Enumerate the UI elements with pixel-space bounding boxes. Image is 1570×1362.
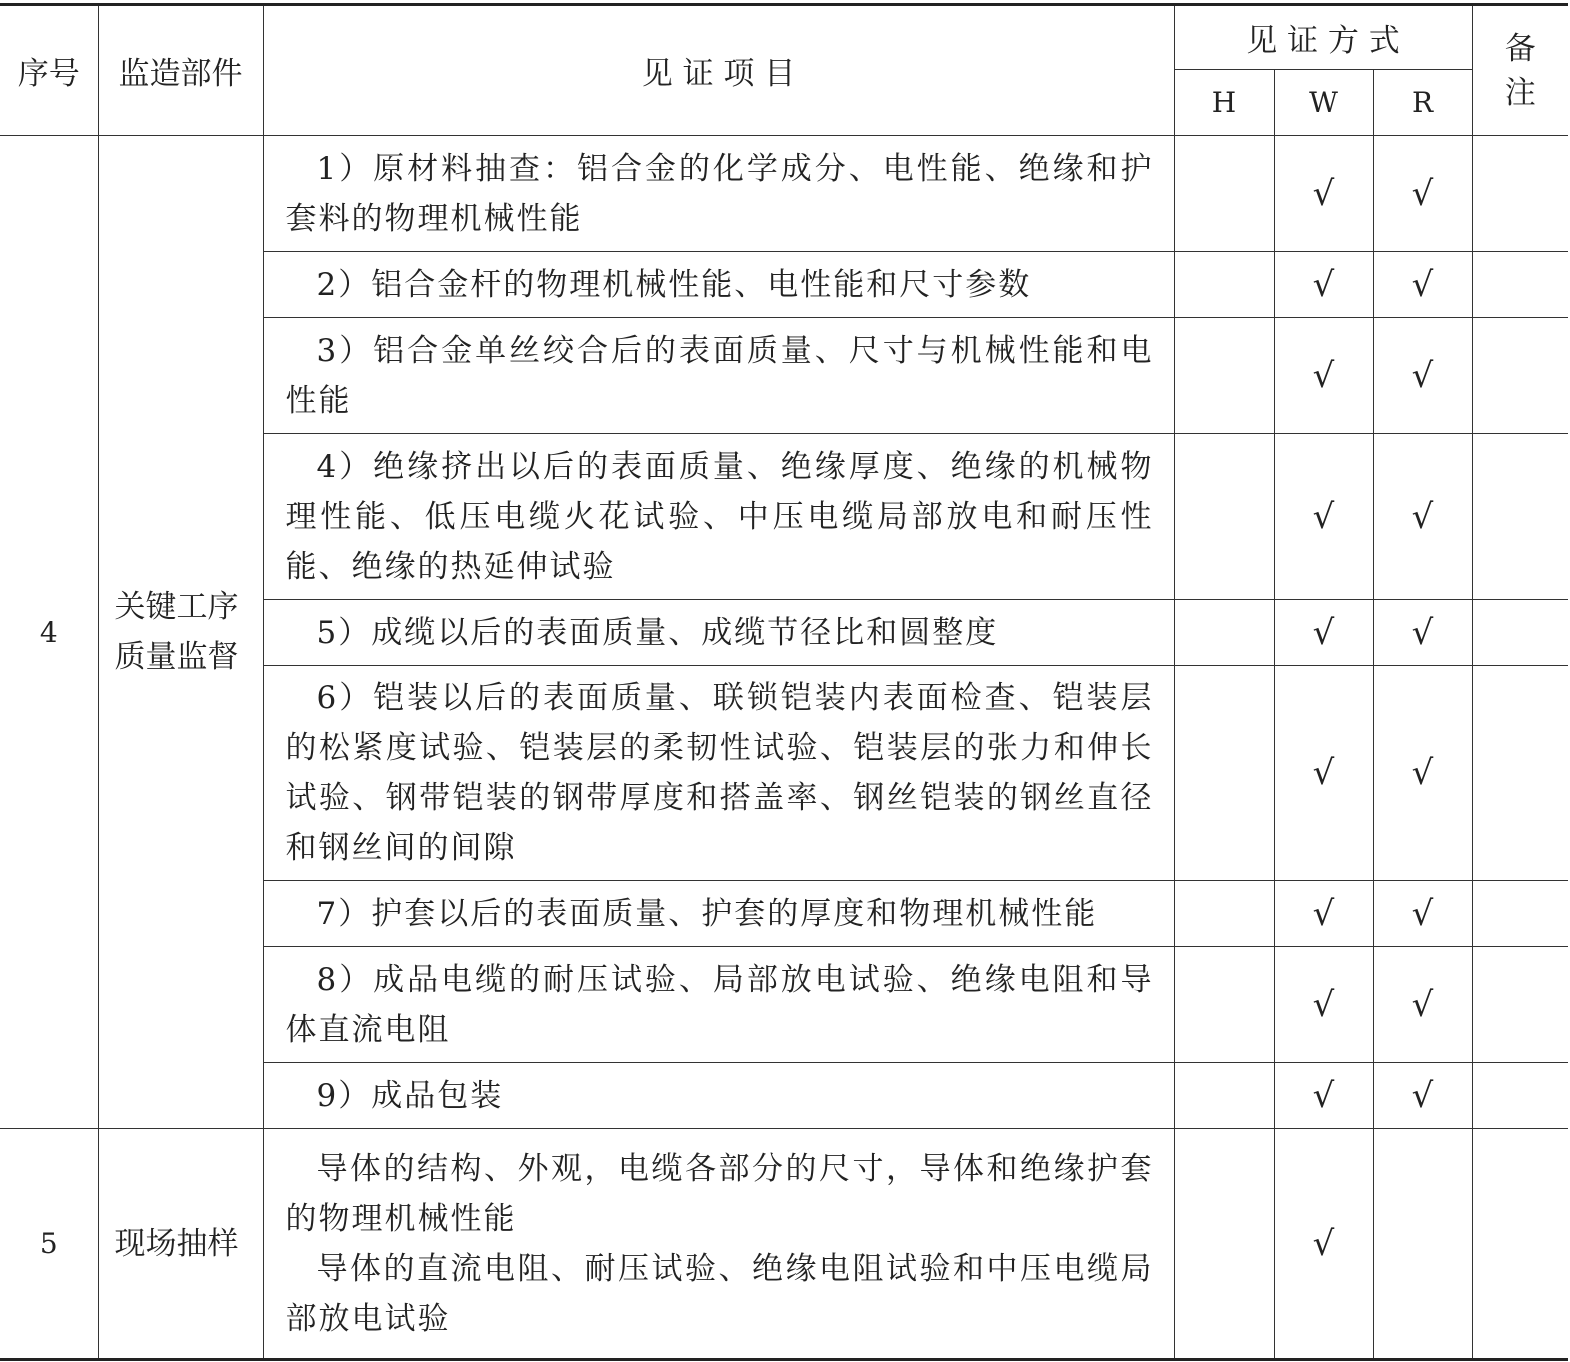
mark-r: √	[1373, 1063, 1472, 1129]
witness-table	[0, 3, 1568, 1361]
mark-r: √	[1373, 666, 1472, 881]
remark-cell	[1472, 666, 1568, 881]
item-text-content: 3）铝合金单丝绞合后的表面质量、尺寸与机械性能和电性能	[285, 332, 1154, 419]
mark-r: √	[1373, 318, 1472, 434]
mark-w: √	[1274, 136, 1373, 252]
item-text	[263, 252, 1174, 318]
mark-h	[1174, 434, 1274, 600]
item-text	[263, 318, 1174, 434]
mark-h	[1174, 947, 1274, 1063]
header-part: 监造部件	[98, 5, 263, 136]
mark-h	[1174, 318, 1274, 434]
mark-h	[1174, 1129, 1274, 1360]
item-text-content: 1）原材料抽查：铝合金的化学成分、电性能、绝缘和护套料的物理机械性能	[285, 150, 1154, 237]
mark-w: √	[1274, 600, 1373, 666]
mark-w: √	[1274, 1063, 1373, 1129]
header-no: 序号	[0, 5, 98, 136]
remark-cell	[1472, 881, 1568, 947]
mark-w: √	[1274, 881, 1373, 947]
item-text-content: 6）铠装以后的表面质量、联锁铠装内表面检查、铠装层的松紧度试验、铠装层的柔韧性试验、铠装层的张力和伸长试验、钢带铠装的钢带厚度和搭盖率、钢丝铠装的钢丝直径和钢丝间的间隙	[285, 680, 1154, 866]
item-text-para2: 导体的直流电阻、耐压试验、绝缘电阻试验和中压电缆局部放电试验	[285, 1250, 1154, 1337]
mark-w: √	[1274, 434, 1373, 600]
mark-r	[1373, 1129, 1472, 1360]
mark-r: √	[1373, 434, 1472, 600]
header-r: R	[1373, 70, 1472, 136]
mark-r: √	[1373, 136, 1472, 252]
header-remark	[1472, 5, 1568, 136]
item-text	[263, 947, 1174, 1063]
header-w: W	[1274, 70, 1373, 136]
mark-h	[1174, 666, 1274, 881]
row-no: 5	[0, 1129, 98, 1360]
remark-cell	[1472, 1129, 1568, 1360]
item-text-content: 7）护套以后的表面质量、护套的厚度和物理机械性能	[316, 895, 1098, 932]
mark-h	[1174, 881, 1274, 947]
mark-w: √	[1274, 947, 1373, 1063]
remark-cell	[1472, 252, 1568, 318]
item-text	[263, 1129, 1174, 1360]
header-mode: 见 证 方 式	[1174, 5, 1472, 70]
row-part-line2: 质量监督	[114, 639, 239, 675]
header-item: 见 证 项 目	[263, 5, 1174, 136]
remark-cell	[1472, 434, 1568, 600]
remark-cell	[1472, 318, 1568, 434]
header-h: H	[1174, 70, 1274, 136]
row-no: 4	[0, 136, 98, 1129]
item-text	[263, 1063, 1174, 1129]
item-text	[263, 881, 1174, 947]
item-text	[263, 666, 1174, 881]
mark-h	[1174, 600, 1274, 666]
item-text-content: 4）绝缘挤出以后的表面质量、绝缘厚度、绝缘的机械物理性能、低压电缆火花试验、中压电缆局部放电和耐压性能、绝缘的热延伸试验	[285, 448, 1154, 585]
mark-r: √	[1373, 600, 1472, 666]
item-text-content: 5）成缆以后的表面质量、成缆节径比和圆整度	[316, 614, 999, 651]
remark-cell	[1472, 136, 1568, 252]
item-text-content: 2）铝合金杆的物理机械性能、电性能和尺寸参数	[316, 266, 1032, 303]
mark-w: √	[1274, 252, 1373, 318]
mark-w: √	[1274, 318, 1373, 434]
mark-w: √	[1274, 666, 1373, 881]
table-row	[0, 136, 1568, 252]
row-part-line1: 关键工序	[114, 589, 239, 625]
remark-cell	[1472, 947, 1568, 1063]
item-text-content: 9）成品包装	[316, 1077, 504, 1114]
remark-cell	[1472, 1063, 1568, 1129]
mark-h	[1174, 136, 1274, 252]
mark-r: √	[1373, 881, 1472, 947]
mark-h	[1174, 1063, 1274, 1129]
item-text	[263, 600, 1174, 666]
mark-r: √	[1373, 252, 1472, 318]
table-row	[0, 1129, 1568, 1360]
item-text	[263, 136, 1174, 252]
mark-h	[1174, 252, 1274, 318]
item-text-para1: 导体的结构、外观，电缆各部分的尺寸，导体和绝缘护套的物理机械性能	[285, 1150, 1154, 1237]
item-text-content: 8）成品电缆的耐压试验、局部放电试验、绝缘电阻和导体直流电阻	[285, 961, 1154, 1048]
header-remark-text: 备注	[1504, 30, 1536, 111]
remark-cell	[1472, 600, 1568, 666]
row-part: 现场抽样	[98, 1129, 263, 1360]
item-text	[263, 434, 1174, 600]
row-part	[98, 136, 263, 1129]
mark-w: √	[1274, 1129, 1373, 1360]
mark-r: √	[1373, 947, 1472, 1063]
